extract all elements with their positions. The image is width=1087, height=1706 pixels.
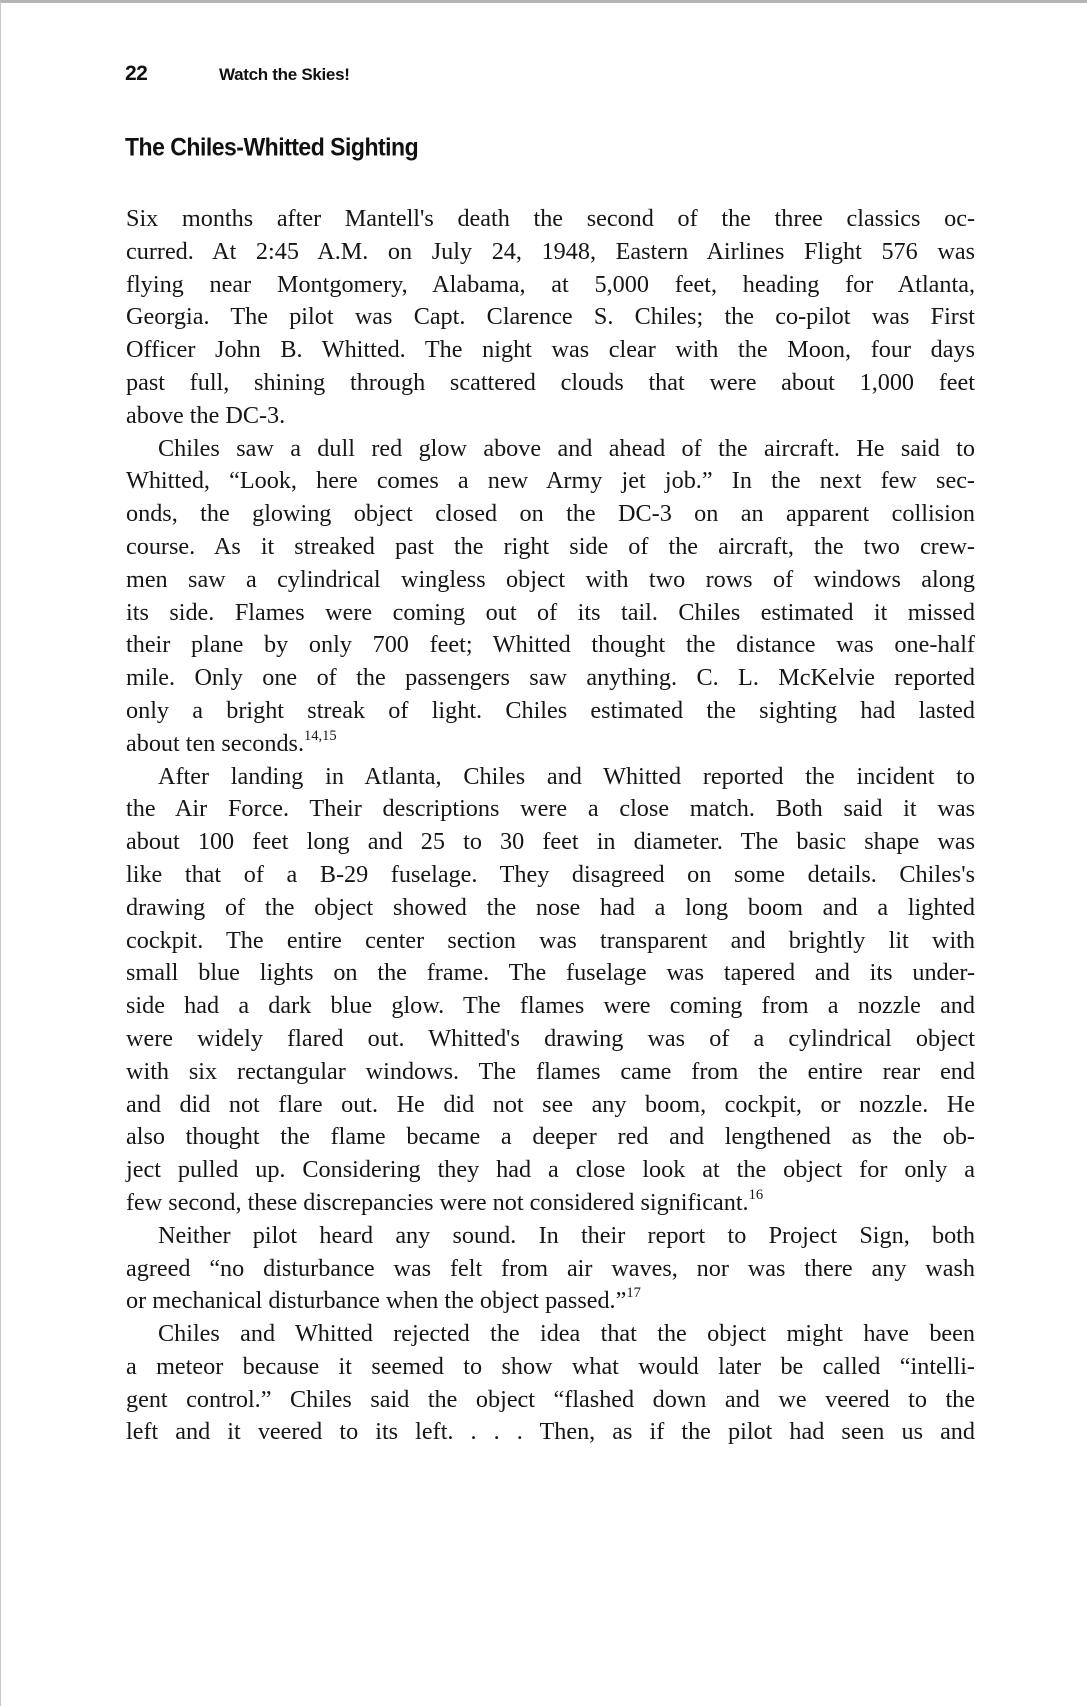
footnote-ref: 14,15 — [304, 727, 337, 744]
text-line: Whitted, “Look, here comes a new Army jet job.” In the next few sec- — [126, 467, 975, 495]
paragraph — [126, 1220, 975, 1318]
text-line: their plane by only 700 feet; Whitted thought the distance was one-half — [126, 631, 975, 659]
text-line: only a bright streak of light. Chiles estimated the sighting had lasted — [126, 696, 975, 724]
paragraph — [126, 761, 975, 1220]
page-number: 22 — [125, 62, 148, 85]
text-line: agreed “no disturbance was felt from air waves, nor was there any wash — [126, 1254, 975, 1282]
book-title: Watch the Skies! — [219, 65, 350, 84]
text-line: small blue lights on the frame. The fuselage was tapered and its under- — [126, 959, 975, 987]
text-line: Neither pilot heard any sound. In their report to Project Sign, both — [158, 1221, 975, 1249]
text-line: left and it veered to its left. . . . Then, as if the pilot had seen us and — [126, 1418, 975, 1446]
paragraph — [126, 433, 975, 761]
text-line: the Air Force. Their descriptions were a close match. Both said it was — [126, 795, 975, 823]
text-line: past full, shining through scattered clouds that were about 1,000 feet — [126, 368, 975, 396]
text-line: curred. At 2:45 A.M. on July 24, 1948, Eastern Airlines Flight 576 was — [126, 237, 975, 265]
text-line: above the DC-3. — [126, 401, 286, 429]
text-line: and did not flare out. He did not see any boom, cockpit, or nozzle. He — [126, 1090, 975, 1118]
text-line: After landing in Atlanta, Chiles and Whitted reported the incident to — [158, 762, 975, 790]
text-line: few second, these discrepancies were not considered significant.$^{16}$ — [126, 1187, 764, 1216]
text-line: men saw a cylindrical wingless object with two rows of windows along — [126, 565, 975, 593]
text-line: also thought the flame became a deeper red and lengthened as the ob- — [126, 1123, 975, 1151]
footnote-ref: 17 — [626, 1285, 641, 1302]
text-line: Six months after Mantell's death the second of the three classics oc- — [126, 205, 975, 232]
text-line: side had a dark blue glow. The flames were coming from a nozzle and — [126, 992, 975, 1020]
text-line: its side. Flames were coming out of its tail. Chiles estimated it missed — [126, 598, 975, 626]
body-text — [126, 203, 975, 1449]
text-line: Officer John B. Whitted. The night was clear with the Moon, four days — [126, 336, 975, 364]
text-line: about 100 feet long and 25 to 30 feet in diameter. The basic shape was — [126, 828, 975, 856]
text-line: like that of a B-29 fuselage. They disagreed on some details. Chiles's — [126, 860, 975, 888]
section-title: The Chiles-Whitted Sighting — [125, 133, 419, 162]
text-line: onds, the glowing object closed on the DC-3 on an apparent collision — [126, 500, 975, 528]
paragraph — [126, 1318, 975, 1449]
text-line: course. As it streaked past the right side of the aircraft, the two crew- — [126, 532, 975, 560]
text-line: Chiles saw a dull red glow above and ahead of the aircraft. He said to — [158, 434, 975, 462]
running-head — [125, 62, 350, 86]
text-line: a meteor because it seemed to show what would later be called “intelli- — [126, 1352, 975, 1380]
footnote-ref: 16 — [748, 1187, 764, 1204]
paragraph — [126, 203, 975, 433]
text-line: were widely flared out. Whitted's drawing was of a cylindrical object — [126, 1024, 975, 1052]
text-line: drawing of the object showed the nose had a long boom and a lighted — [126, 893, 975, 921]
text-line: Chiles and Whitted rejected the idea that the object might have been — [158, 1320, 975, 1348]
text-line: with six rectangular windows. The flames came from the entire rear end — [126, 1057, 975, 1085]
text-line: Georgia. The pilot was Capt. Clarence S. Chiles; the co-pilot was First — [126, 303, 975, 331]
text-line: ject pulled up. Considering they had a close look at the object for only a — [126, 1156, 975, 1184]
text-line: mile. Only one of the passengers saw anything. C. L. McKelvie reported — [126, 664, 975, 692]
text-line: or mechanical disturbance when the object passed.”$^{17}$ — [126, 1285, 641, 1315]
text-line: about ten seconds.$^{14,15}$ — [126, 727, 337, 757]
text-line: flying near Montgomery, Alabama, at 5,000 feet, heading for Atlanta, — [126, 270, 975, 298]
text-line: cockpit. The entire center section was transparent and brightly lit with — [126, 926, 975, 954]
text-line: gent control.” Chiles said the object “flashed down and we veered to the — [126, 1385, 975, 1413]
